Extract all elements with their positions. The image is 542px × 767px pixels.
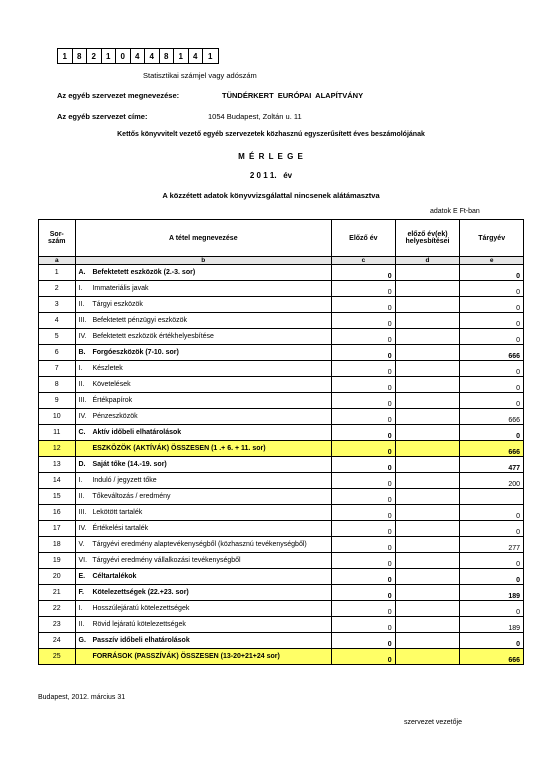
header-row-number: Sor- szám [39, 220, 76, 257]
row-prefix: D. [78, 461, 86, 468]
header-item-name: A tétel megnevezése [75, 220, 332, 257]
row-prefix: IV. [78, 333, 87, 340]
row-label: FORRÁSOK (PASSZÍVÁK) ÖSSZESEN (13-20+21+24 sor) [92, 653, 280, 660]
row-item-name [75, 409, 332, 425]
row-number: 16 [39, 505, 76, 521]
row-current-year: 0 [460, 377, 524, 393]
table-row [39, 297, 524, 313]
row-current-year: 0 [460, 265, 524, 281]
row-label: Tárgyévi eredmény alaptevékenységből (közhasznú tevékenységből) [92, 541, 307, 548]
table-row [39, 473, 524, 489]
row-label: Saját tőke (14.-19. sor) [92, 461, 167, 468]
row-prefix: VI. [78, 557, 88, 564]
row-previous-year: 0 [332, 361, 396, 377]
row-prefix: I. [78, 605, 83, 612]
org-name-label: Az egyéb szervezet megnevezése: [57, 91, 180, 100]
row-previous-year: 0 [332, 281, 396, 297]
org-name: TÜNDÉRKERT EURÓPAI ALAPÍTVÁNY [222, 91, 364, 100]
row-correction [395, 377, 460, 393]
row-item-name [75, 281, 332, 297]
row-number: 14 [39, 473, 76, 489]
letter-a: a [39, 257, 76, 265]
row-previous-year: 0 [332, 489, 396, 505]
row-previous-year: 0 [332, 441, 396, 457]
table-row [39, 569, 524, 585]
row-label: Céltartalékok [92, 573, 137, 580]
table-row [39, 505, 524, 521]
table-row [39, 489, 524, 505]
row-correction [395, 489, 460, 505]
table-row [39, 265, 524, 281]
row-item-name [75, 521, 332, 537]
stat-digit: 4 [131, 49, 146, 63]
table-row [39, 633, 524, 649]
row-current-year: 0 [460, 329, 524, 345]
row-correction [395, 329, 460, 345]
row-item-name [75, 537, 332, 553]
row-correction [395, 521, 460, 537]
row-number: 13 [39, 457, 76, 473]
row-prefix: II. [78, 301, 85, 308]
row-current-year: 0 [460, 505, 524, 521]
row-previous-year: 0 [332, 649, 396, 665]
row-current-year: 666 [460, 345, 524, 361]
row-previous-year: 0 [332, 569, 396, 585]
row-number: 25 [39, 649, 76, 665]
row-correction [395, 537, 460, 553]
stat-digit: 8 [73, 49, 88, 63]
letter-d: d [395, 257, 460, 265]
row-number: 10 [39, 409, 76, 425]
row-prefix: V. [78, 541, 85, 548]
table-row [39, 409, 524, 425]
row-prefix: III. [78, 317, 87, 324]
stat-digit: 4 [145, 49, 160, 63]
row-item-name [75, 649, 332, 665]
row-correction [395, 409, 460, 425]
row-current-year: 666 [460, 441, 524, 457]
stat-digit: 1 [208, 51, 213, 61]
letter-c: c [332, 257, 396, 265]
row-correction [395, 265, 460, 281]
row-prefix: I. [78, 285, 83, 292]
row-prefix: C. [78, 429, 86, 436]
header-previous-year: Előző év [332, 220, 396, 257]
row-previous-year: 0 [332, 633, 396, 649]
row-label: Befektetett eszközök értékhelyesbítése [92, 333, 214, 340]
row-number: 23 [39, 617, 76, 633]
row-current-year: 0 [460, 297, 524, 313]
row-previous-year: 0 [332, 345, 396, 361]
row-label: Követelések [92, 381, 131, 388]
row-prefix: B. [78, 349, 86, 356]
row-item-name [75, 297, 332, 313]
row-correction [395, 281, 460, 297]
row-number: 18 [39, 537, 76, 553]
row-label: Hosszúlejáratú kötelezettségek [92, 605, 190, 612]
row-label: Immateriális javak [92, 285, 149, 292]
row-prefix: F. [78, 589, 84, 596]
row-label: Aktív időbeli elhatárolások [92, 429, 182, 436]
place-date: Budapest, 2012. március 31 [38, 694, 126, 701]
row-label: Értékelési tartalék [92, 525, 149, 532]
table-row [39, 601, 524, 617]
balance-sheet-table [38, 219, 524, 665]
row-previous-year: 0 [332, 297, 396, 313]
row-current-year: 0 [460, 633, 524, 649]
table-row [39, 617, 524, 633]
table-row [39, 441, 524, 457]
row-item-name [75, 425, 332, 441]
row-prefix: G. [78, 637, 86, 644]
row-previous-year: 0 [332, 585, 396, 601]
row-number: 17 [39, 521, 76, 537]
row-number: 19 [39, 553, 76, 569]
row-prefix: III. [78, 397, 87, 404]
table-row [39, 585, 524, 601]
row-number: 5 [39, 329, 76, 345]
row-item-name [75, 617, 332, 633]
table-header-row [39, 220, 524, 257]
row-current-year: 0 [460, 425, 524, 441]
row-current-year: 0 [460, 601, 524, 617]
row-number: 7 [39, 361, 76, 377]
row-number: 4 [39, 313, 76, 329]
row-previous-year: 0 [332, 473, 396, 489]
report-subtitle: M É R L E G E [238, 152, 304, 161]
row-prefix: IV. [78, 525, 87, 532]
letter-e: e [460, 257, 524, 265]
row-label: Készletek [92, 365, 123, 372]
stat-digit: 1 [102, 49, 117, 63]
row-number: 12 [39, 441, 76, 457]
row-correction [395, 297, 460, 313]
row-label: Tárgyévi eredmény vállalkozási tevékenységből [92, 557, 241, 564]
row-item-name [75, 345, 332, 361]
row-correction [395, 361, 460, 377]
row-previous-year: 0 [332, 393, 396, 409]
row-label: Induló / jegyzett tőke [92, 477, 157, 484]
audit-note: A közzétett adatok könyvvizsgálattal nincsenek alátámasztva [162, 191, 380, 200]
letter-b: b [75, 257, 332, 265]
row-item-name [75, 489, 332, 505]
table-row [39, 377, 524, 393]
row-prefix: I. [78, 365, 83, 372]
stat-digit: 0 [116, 49, 131, 63]
row-item-name [75, 329, 332, 345]
row-previous-year: 0 [332, 537, 396, 553]
row-item-name [75, 313, 332, 329]
row-previous-year: 0 [332, 505, 396, 521]
table-row [39, 313, 524, 329]
table-row [39, 393, 524, 409]
row-item-name [75, 457, 332, 473]
row-current-year: 666 [460, 649, 524, 665]
row-prefix: III. [78, 509, 87, 516]
row-previous-year: 0 [332, 377, 396, 393]
row-label: Passzív időbeli elhatárolások [92, 637, 190, 644]
row-number: 11 [39, 425, 76, 441]
table-row [39, 361, 524, 377]
header-current-year: Tárgyév [460, 220, 524, 257]
row-prefix: E. [78, 573, 86, 580]
row-label: Tárgyi eszközök [92, 301, 143, 308]
row-current-year: 0 [460, 521, 524, 537]
row-correction [395, 553, 460, 569]
row-current-year: 0 [460, 313, 524, 329]
row-current-year: 0 [460, 553, 524, 569]
row-item-name [75, 585, 332, 601]
org-address-label: Az egyéb szervezet címe: [57, 112, 148, 121]
row-current-year: 277 [460, 537, 524, 553]
table-row [39, 425, 524, 441]
row-item-name [75, 441, 332, 457]
row-label: Értékpapírok [92, 397, 133, 404]
stat-digit: 4 [189, 49, 204, 63]
row-correction [395, 393, 460, 409]
row-correction [395, 585, 460, 601]
row-current-year: 666 [460, 409, 524, 425]
row-label: Lekötött tartalék [92, 509, 143, 516]
row-correction [395, 345, 460, 361]
row-correction [395, 617, 460, 633]
row-previous-year: 0 [332, 521, 396, 537]
row-number: 15 [39, 489, 76, 505]
row-correction [395, 441, 460, 457]
stat-digit: 1 [58, 49, 73, 63]
row-label: Rövid lejáratú kötelezettségek [92, 621, 186, 628]
row-current-year: 0 [460, 393, 524, 409]
row-item-name [75, 601, 332, 617]
report-year: 2 0 1 1. év [249, 171, 293, 180]
row-current-year: 189 [460, 585, 524, 601]
row-previous-year: 0 [332, 425, 396, 441]
row-current-year: 189 [460, 617, 524, 633]
row-correction [395, 569, 460, 585]
row-correction [395, 457, 460, 473]
row-label: Tőkeváltozás / eredmény [92, 493, 171, 500]
row-label: Forgóeszközök (7-10. sor) [92, 349, 179, 356]
row-previous-year: 0 [332, 313, 396, 329]
row-item-name [75, 265, 332, 281]
table-row [39, 537, 524, 553]
row-number: 22 [39, 601, 76, 617]
row-prefix: II. [78, 621, 85, 628]
row-current-year: 0 [460, 281, 524, 297]
stat-digit: 2 [87, 49, 102, 63]
row-label: Pénzeszközök [92, 413, 138, 420]
stat-digit: 8 [160, 49, 175, 63]
org-address: 1054 Budapest, Zoltán u. 11 [208, 112, 302, 121]
row-previous-year: 0 [332, 265, 396, 281]
row-prefix: II. [78, 381, 85, 388]
row-number: 3 [39, 297, 76, 313]
row-item-name [75, 633, 332, 649]
row-number: 9 [39, 393, 76, 409]
row-label: Befektetett pénzügyi eszközök [92, 317, 188, 324]
table-row [39, 329, 524, 345]
row-prefix: A. [78, 269, 86, 276]
row-item-name [75, 505, 332, 521]
row-number: 6 [39, 345, 76, 361]
table-row [39, 457, 524, 473]
row-number: 24 [39, 633, 76, 649]
stat-digit: 1 [174, 49, 189, 63]
row-correction [395, 425, 460, 441]
row-correction [395, 601, 460, 617]
row-previous-year: 0 [332, 553, 396, 569]
table-letter-row [39, 257, 524, 265]
row-number: 20 [39, 569, 76, 585]
row-current-year [460, 489, 524, 505]
row-label: Befektetett eszközök (2.-3. sor) [92, 269, 196, 276]
row-current-year: 0 [460, 569, 524, 585]
row-label: ESZKÖZÖK (AKTÍVÁK) ÖSSZESEN (1 .+ 6. + 11. sor) [92, 445, 266, 452]
row-previous-year: 0 [332, 329, 396, 345]
table-row [39, 521, 524, 537]
row-previous-year: 0 [332, 601, 396, 617]
stat-number-label: Statisztikai számjel vagy adószám [143, 71, 257, 80]
row-number: 21 [39, 585, 76, 601]
row-item-name [75, 473, 332, 489]
row-item-name [75, 553, 332, 569]
table-row [39, 553, 524, 569]
table-row [39, 649, 524, 665]
row-correction [395, 505, 460, 521]
report-title: Kettős könyvvitelt vezető egyéb szervezetek közhasznú egyszerűsített éves beszámolójának [117, 131, 425, 138]
row-number: 2 [39, 281, 76, 297]
header-corrections: előző év(ek) helyesbítései [395, 220, 460, 257]
row-correction [395, 649, 460, 665]
row-previous-year: 0 [332, 617, 396, 633]
table-row [39, 281, 524, 297]
row-item-name [75, 393, 332, 409]
row-item-name [75, 569, 332, 585]
signature-label: szervezet vezetője [404, 719, 462, 726]
row-current-year: 200 [460, 473, 524, 489]
row-prefix: II. [78, 493, 85, 500]
row-correction [395, 633, 460, 649]
stat-number-boxes [57, 48, 219, 64]
unit-note: adatok E Ft-ban [430, 208, 480, 215]
row-prefix: I. [78, 477, 83, 484]
row-correction [395, 313, 460, 329]
row-label: Kötelezettségek (22.+23. sor) [92, 589, 189, 596]
row-previous-year: 0 [332, 409, 396, 425]
row-item-name [75, 377, 332, 393]
table-row [39, 345, 524, 361]
row-item-name [75, 361, 332, 377]
row-current-year: 0 [460, 361, 524, 377]
row-number: 1 [39, 265, 76, 281]
row-prefix: IV. [78, 413, 87, 420]
row-current-year: 477 [460, 457, 524, 473]
row-number: 8 [39, 377, 76, 393]
row-correction [395, 473, 460, 489]
row-previous-year: 0 [332, 457, 396, 473]
